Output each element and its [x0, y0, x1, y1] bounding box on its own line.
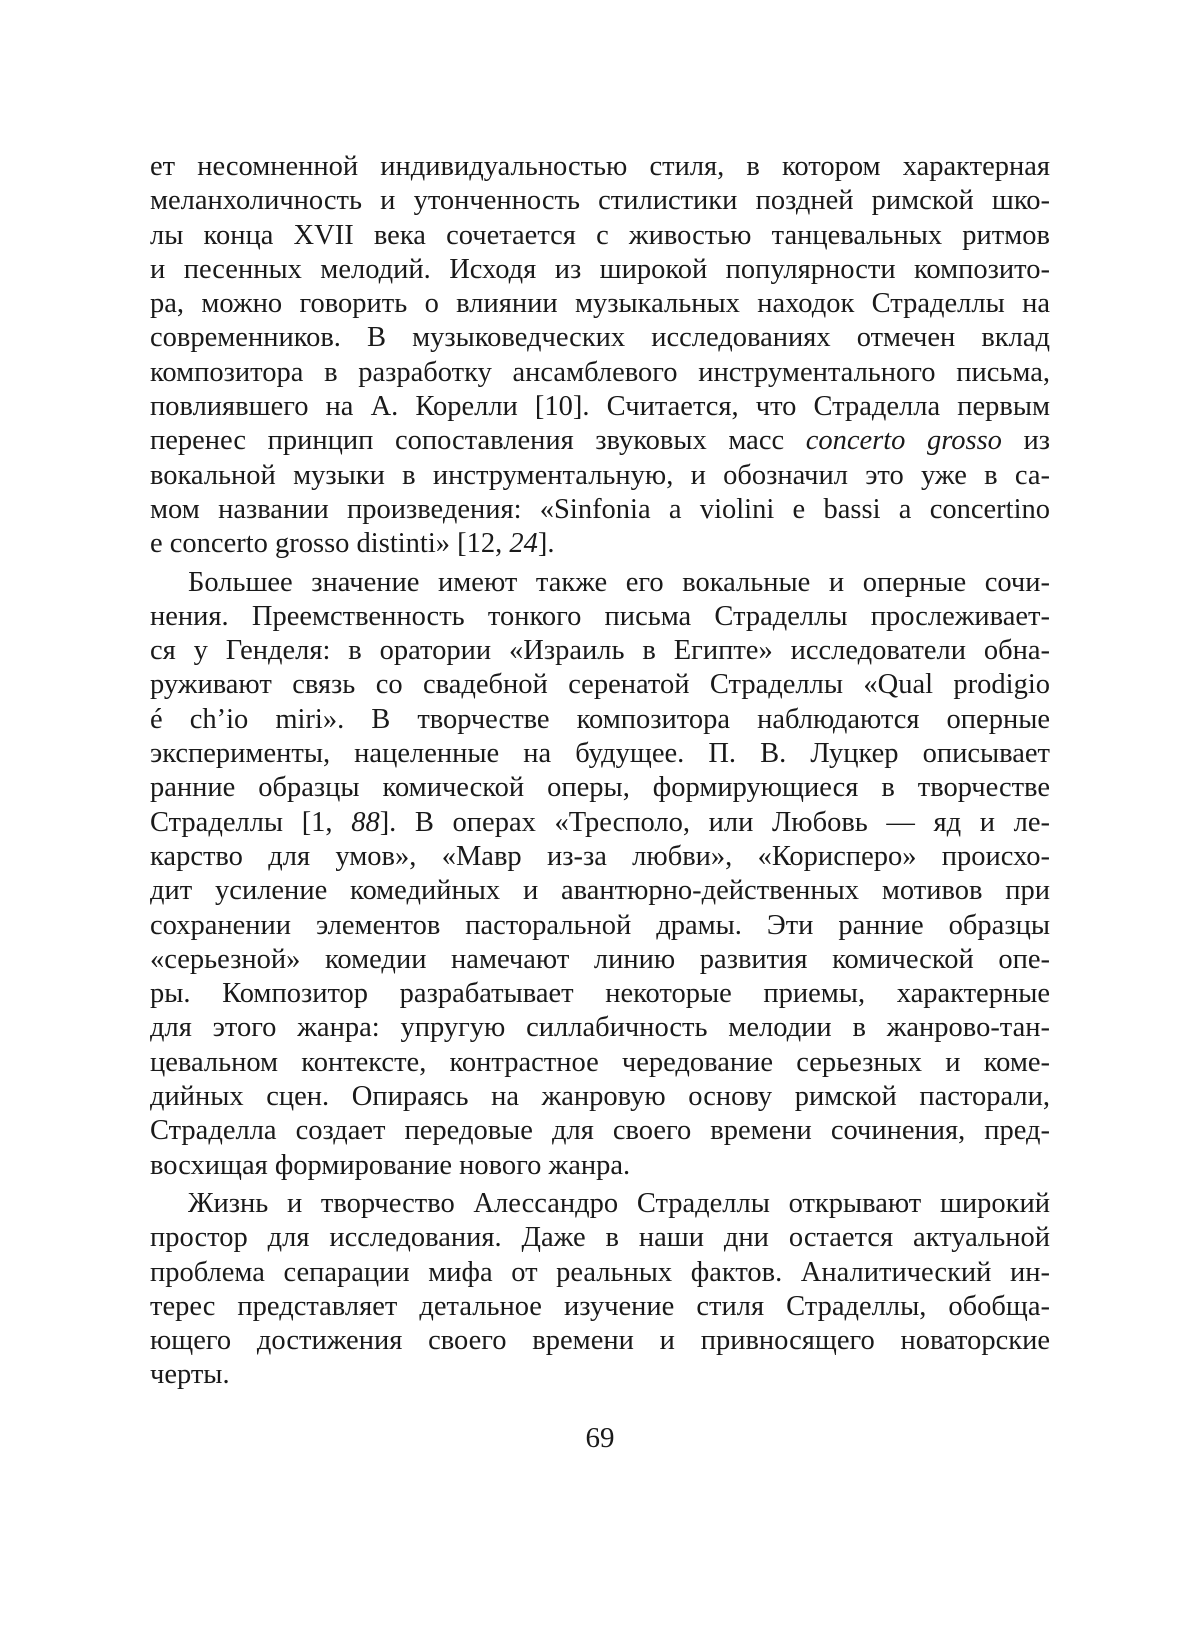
- paragraph-1: [150, 150, 1050, 562]
- text-line: ра, можно говорить о влиянии музыкальных находок Страделлы на: [150, 288, 1050, 320]
- text-line: дит усиление комедийных и авантюрно-действенных мотивов при: [150, 875, 1050, 907]
- text-line: композитора в разработку ансамблевого инструментального письма,: [150, 356, 1050, 388]
- paragraph-3: [150, 1187, 1050, 1393]
- text-line: и песенных мелодий. Исходя из широкой популярности композито-: [150, 253, 1050, 285]
- italic-term: concerto grosso: [805, 425, 1002, 457]
- text-line: сохранении элементов пасторальной драмы. Эти ранние образцы: [150, 909, 1050, 941]
- text-line: Большее значение имеют также его вокальные и оперные сочи-: [188, 566, 1050, 598]
- text-line: Страделла создает передовые для своего времени сочинения, пред-: [150, 1115, 1050, 1147]
- text-line: [150, 527, 1050, 561]
- text-line: карство для умов», «Мавр из-за любви», «Корисперо» происхо-: [150, 840, 1050, 872]
- text-run: перенес принцип сопоставления звуковых масс: [150, 425, 806, 457]
- text-line: терес представляет детальное изучение стиля Страделлы, обобща-: [150, 1290, 1050, 1322]
- text-line: вокальной музыки в инструментальную, и обозначил это уже в са-: [150, 459, 1050, 491]
- text-line: проблема сепарации мифа от реальных фактов. Аналитический ин-: [150, 1256, 1050, 1288]
- text-line: лы конца XVII века сочетается с живостью танцевальных ритмов: [150, 219, 1050, 251]
- text-line: ющего достижения своего времени и привносящего новаторские: [150, 1325, 1050, 1357]
- text-line: современников. В музыковедческих исследованиях отмечен вклад: [150, 322, 1050, 354]
- text-line: эксперименты, нацеленные на будущее. П. В. Луцкер описывает: [150, 738, 1050, 770]
- text-line: восхищая формирование нового жанра.: [150, 1149, 631, 1181]
- text-run: из: [1001, 425, 1050, 457]
- body-text: [150, 150, 1050, 1393]
- page-number: 69: [585, 1422, 615, 1454]
- text-line: нения. Преемственность тонкого письма Страделлы прослеживает-: [150, 600, 1050, 632]
- text-line: ся у Генделя: в оратории «Израиль в Египте» исследователи обна-: [150, 635, 1050, 667]
- text-line: Жизнь и творчество Алессандро Страделлы открывают широкий: [188, 1187, 1050, 1219]
- text-run: Страделлы [1,: [150, 806, 352, 838]
- italic-page-ref: 24: [509, 528, 538, 560]
- text-line: ет несомненной индивидуальностью стиля, в котором характерная: [150, 151, 1050, 182]
- text-line: [150, 424, 1050, 458]
- text-line: «серьезной» комедии намечают линию развития комической опе-: [150, 943, 1050, 975]
- text-line: черты.: [150, 1359, 230, 1391]
- text-line: мом названии произведения: «Sinfonia a violini e bassi a concertino: [150, 493, 1050, 525]
- paragraph-2: [150, 566, 1050, 1183]
- italic-page-ref: 88: [351, 806, 380, 838]
- text-line: ры. Композитор разрабатывает некоторые приемы, характерные: [150, 978, 1050, 1010]
- text-run: ]. В операх «Тресполо, или Любовь — яд и ле-: [379, 806, 1050, 838]
- text-line: простор для исследования. Даже в наши дни остается актуальной: [150, 1222, 1050, 1254]
- text-line: дийных сцен. Опираясь на жанровую основу римской пасторали,: [150, 1081, 1050, 1113]
- text-run: ].: [537, 528, 555, 560]
- text-line: повлиявшего на А. Корелли [10]. Считается, что Страделла первым: [150, 391, 1050, 423]
- text-line: меланхоличность и утонченность стилистики поздней римской шко-: [150, 185, 1050, 217]
- text-line: для этого жанра: упругую силлабичность мелодии в жанрово-тан-: [150, 1012, 1050, 1044]
- text-line: цевальном контексте, контрастное чередование серьезных и коме-: [150, 1046, 1050, 1078]
- text-line: руживают связь со свадебной серенатой Страделлы «Qual prodigio: [150, 669, 1050, 701]
- text-line: é ch’io miri». В творчестве композитора наблюдаются оперные: [150, 703, 1050, 735]
- text-line: ранние образцы комической оперы, формирующиеся в творчестве: [150, 772, 1050, 804]
- text-run: e concerto grosso distinti» [12,: [150, 528, 510, 560]
- text-line: [150, 806, 1050, 840]
